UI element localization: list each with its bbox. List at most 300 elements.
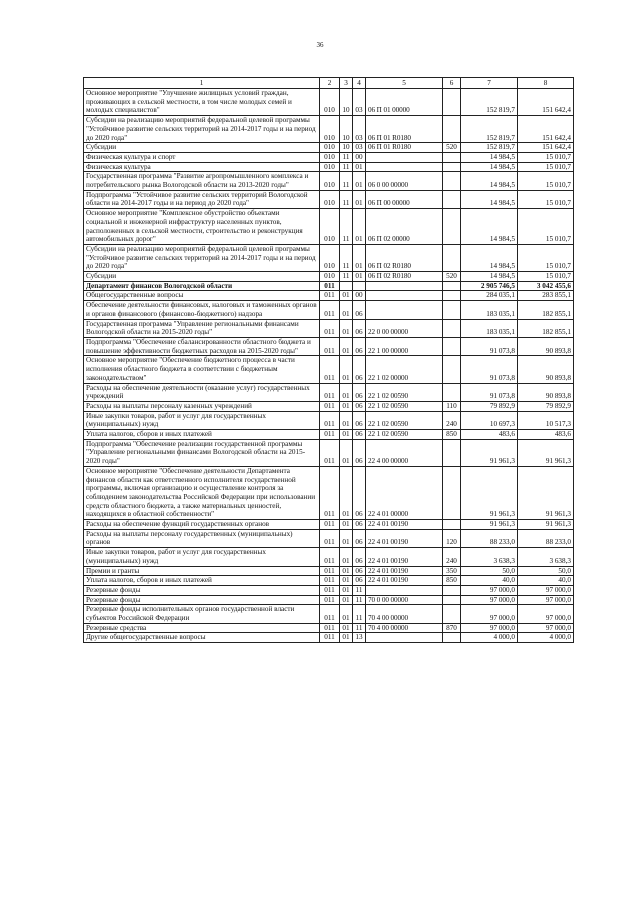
amount-year-1: 483,6	[461, 430, 518, 440]
target-article-code	[366, 291, 443, 301]
table-row	[84, 319, 574, 337]
ministry-code: 010	[320, 89, 340, 116]
row-name: Физическая культура	[84, 162, 320, 172]
ministry-code: 011	[320, 301, 340, 319]
subsection-code: 01	[353, 190, 366, 208]
ministry-code: 011	[320, 605, 340, 623]
row-name: Иные закупки товаров, работ и услуг для государственных (муниципальных) нужд	[84, 548, 320, 566]
table-row	[84, 383, 574, 401]
amount-year-2: 91 961,3	[518, 520, 574, 530]
expense-type-code: 870	[443, 623, 461, 633]
target-article-code	[366, 633, 443, 643]
target-article-code: 70 4 00 00000	[366, 623, 443, 633]
row-name: Расходы на обеспечение деятельности (оказание услуг) государственных учреждений	[84, 383, 320, 401]
section-code: 01	[340, 319, 353, 337]
expense-type-code	[443, 356, 461, 383]
section-code: 10	[340, 116, 353, 143]
ministry-code: 011	[320, 383, 340, 401]
table-row	[84, 623, 574, 633]
subsection-code: 06	[353, 319, 366, 337]
amount-year-1: 91 961,3	[461, 466, 518, 519]
ministry-code: 011	[320, 401, 340, 411]
target-article-code: 22 1 00 00000	[366, 337, 443, 355]
subsection-code: 11	[353, 595, 366, 605]
amount-year-1: 79 892,9	[461, 401, 518, 411]
subsection-code: 06	[353, 566, 366, 576]
amount-year-1: 10 697,3	[461, 411, 518, 429]
amount-year-2: 90 893,8	[518, 383, 574, 401]
expense-type-code	[443, 585, 461, 595]
target-article-code: 22 1 02 00000	[366, 356, 443, 383]
section-code: 01	[340, 291, 353, 301]
amount-year-2: 182 855,1	[518, 319, 574, 337]
amount-year-2: 4 000,0	[518, 633, 574, 643]
subsection-code: 00	[353, 152, 366, 162]
section-code: 01	[340, 605, 353, 623]
expense-type-code	[443, 89, 461, 116]
column-number: 5	[366, 78, 443, 89]
column-number: 4	[353, 78, 366, 89]
amount-year-1: 50,0	[461, 566, 518, 576]
target-article-code: 06 П 02 R0180	[366, 244, 443, 271]
row-name: Премии и гранты	[84, 566, 320, 576]
target-article-code: 06 П 01 R0180	[366, 116, 443, 143]
amount-year-1: 284 035,1	[461, 291, 518, 301]
amount-year-2: 15 010,7	[518, 152, 574, 162]
row-name: Государственная программа "Управление региональными финансами Вологодской области на 2015-2020 годы"	[84, 319, 320, 337]
amount-year-2: 91 961,3	[518, 466, 574, 519]
target-article-code: 70 4 00 00000	[366, 605, 443, 623]
subsection-code: 06	[353, 337, 366, 355]
target-article-code	[366, 162, 443, 172]
expense-type-code	[443, 162, 461, 172]
budget-table	[83, 77, 574, 643]
amount-year-2: 3 042 455,6	[518, 281, 574, 291]
expense-type-code	[443, 244, 461, 271]
section-code: 01	[340, 383, 353, 401]
row-name: Расходы на выплаты персоналу казенных учреждений	[84, 401, 320, 411]
subsection-code: 01	[353, 162, 366, 172]
expense-type-code	[443, 383, 461, 401]
expense-type-code: 520	[443, 143, 461, 153]
target-article-code: 06 0 00 00000	[366, 172, 443, 190]
table-row	[84, 190, 574, 208]
amount-year-1: 183 035,1	[461, 301, 518, 319]
target-article-code: 06 П 02 00000	[366, 209, 443, 245]
section-code: 11	[340, 244, 353, 271]
table-row	[84, 281, 574, 291]
table-row	[84, 143, 574, 153]
expense-type-code	[443, 291, 461, 301]
row-name: Уплата налогов, сборов и иных платежей	[84, 430, 320, 440]
ministry-code: 011	[320, 291, 340, 301]
subsection-code: 01	[353, 272, 366, 282]
section-code: 01	[340, 595, 353, 605]
amount-year-1: 14 984,5	[461, 152, 518, 162]
row-name: Резервные средства	[84, 623, 320, 633]
amount-year-2: 40,0	[518, 576, 574, 586]
table-row	[84, 585, 574, 595]
ministry-code: 011	[320, 439, 340, 466]
table-row	[84, 520, 574, 530]
subsection-code: 06	[353, 576, 366, 586]
subsection-code: 06	[353, 383, 366, 401]
subsection-code: 11	[353, 623, 366, 633]
ministry-code: 010	[320, 116, 340, 143]
table-row	[84, 439, 574, 466]
column-number: 6	[443, 78, 461, 89]
amount-year-2: 15 010,7	[518, 244, 574, 271]
table-row	[84, 548, 574, 566]
row-name: Резервные фонды	[84, 585, 320, 595]
row-name: Подпрограмма "Обеспечение сбалансированности областного бюджета и повышение эффективности бюджетных расходов на 2015-2020 годы"	[84, 337, 320, 355]
column-number: 1	[84, 78, 320, 89]
section-code: 01	[340, 623, 353, 633]
section-code: 01	[340, 529, 353, 547]
ministry-code: 011	[320, 576, 340, 586]
amount-year-2: 97 000,0	[518, 585, 574, 595]
expense-type-code: 120	[443, 529, 461, 547]
table-body	[84, 89, 574, 643]
subsection-code: 06	[353, 439, 366, 466]
amount-year-1: 183 035,1	[461, 319, 518, 337]
section-code: 01	[340, 633, 353, 643]
ministry-code: 011	[320, 411, 340, 429]
ministry-code: 010	[320, 190, 340, 208]
amount-year-1: 152 819,7	[461, 143, 518, 153]
section-code: 01	[340, 548, 353, 566]
table-row	[84, 566, 574, 576]
target-article-code: 22 4 01 00000	[366, 466, 443, 519]
expense-type-code: 350	[443, 566, 461, 576]
amount-year-2: 15 010,7	[518, 190, 574, 208]
expense-type-code	[443, 605, 461, 623]
amount-year-1: 97 000,0	[461, 623, 518, 633]
subsection-code	[353, 281, 366, 291]
subsection-code: 06	[353, 301, 366, 319]
row-name: Другие общегосударственные вопросы	[84, 633, 320, 643]
table-row	[84, 401, 574, 411]
section-code: 01	[340, 356, 353, 383]
expense-type-code	[443, 439, 461, 466]
subsection-code: 06	[353, 466, 366, 519]
ministry-code: 010	[320, 152, 340, 162]
ministry-code: 010	[320, 244, 340, 271]
row-name: Субсидии на реализацию мероприятий федеральной целевой программы "Устойчивое развитие сельских территорий на 2014-2017 годы и на период до 2020 года"	[84, 244, 320, 271]
table-row	[84, 209, 574, 245]
column-number: 3	[340, 78, 353, 89]
amount-year-1: 14 984,5	[461, 172, 518, 190]
expense-type-code: 850	[443, 430, 461, 440]
amount-year-2: 90 893,8	[518, 337, 574, 355]
subsection-code: 00	[353, 291, 366, 301]
amount-year-1: 88 233,0	[461, 529, 518, 547]
amount-year-1: 2 905 746,5	[461, 281, 518, 291]
subsection-code: 06	[353, 430, 366, 440]
column-number: 7	[461, 78, 518, 89]
expense-type-code: 240	[443, 411, 461, 429]
ministry-code: 011	[320, 337, 340, 355]
amount-year-1: 14 984,5	[461, 244, 518, 271]
amount-year-1: 14 984,5	[461, 209, 518, 245]
section-code: 01	[340, 466, 353, 519]
row-name: Основное мероприятие "Улучшение жилищных условий граждан, проживающих в сельской местности, в том числе молодых семей и молодых специалистов"	[84, 89, 320, 116]
row-name: Основное мероприятие "Обеспечение деятельности Департамента финансов области как ответственного исполнителя государственной программы, включая организацию и осуществление контроля за соблюдением законодательства Российской Федерации при использовании средств областного бюджета, а также материальных ценностей, находящихся в областной собственности"	[84, 466, 320, 519]
section-code: 01	[340, 520, 353, 530]
table-row	[84, 244, 574, 271]
target-article-code: 22 4 01 00190	[366, 529, 443, 547]
expense-type-code	[443, 520, 461, 530]
ministry-code: 011	[320, 520, 340, 530]
subsection-code: 03	[353, 143, 366, 153]
subsection-code: 13	[353, 633, 366, 643]
table-row	[84, 430, 574, 440]
ministry-code: 010	[320, 162, 340, 172]
table-row	[84, 291, 574, 301]
row-name: Расходы на обеспечение функций государственных органов	[84, 520, 320, 530]
amount-year-2: 97 000,0	[518, 605, 574, 623]
row-name: Основное мероприятие "Обеспечение бюджетного процесса в части исполнения областного бюджета в соответствии с бюджетным законодательством"	[84, 356, 320, 383]
row-name: Государственная программа "Развитие агропромышленного комплекса и потребительского рынка Вологодской области на 2013-2020 годы"	[84, 172, 320, 190]
subsection-code: 01	[353, 172, 366, 190]
expense-type-code: 240	[443, 548, 461, 566]
column-number: 2	[320, 78, 340, 89]
row-name: Подпрограмма "Обеспечение реализации государственной программы "Управление региональными финансами Вологодской области на 2015-2020 годы"	[84, 439, 320, 466]
target-article-code	[366, 281, 443, 291]
section-code: 01	[340, 401, 353, 411]
amount-year-1: 14 984,5	[461, 272, 518, 282]
table-row	[84, 605, 574, 623]
ministry-code: 011	[320, 319, 340, 337]
expense-type-code	[443, 116, 461, 143]
ministry-code: 010	[320, 172, 340, 190]
amount-year-2: 483,6	[518, 430, 574, 440]
amount-year-1: 91 073,8	[461, 337, 518, 355]
section-code: 01	[340, 576, 353, 586]
ministry-code: 010	[320, 209, 340, 245]
expense-type-code	[443, 595, 461, 605]
expense-type-code	[443, 466, 461, 519]
ministry-code: 011	[320, 281, 340, 291]
table-row	[84, 172, 574, 190]
subsection-code: 03	[353, 116, 366, 143]
table-row	[84, 89, 574, 116]
expense-type-code: 520	[443, 272, 461, 282]
subsection-code: 06	[353, 401, 366, 411]
amount-year-2: 15 010,7	[518, 172, 574, 190]
ministry-code: 011	[320, 356, 340, 383]
amount-year-2: 151 642,4	[518, 143, 574, 153]
subsection-code: 11	[353, 585, 366, 595]
section-code: 10	[340, 89, 353, 116]
ministry-code: 011	[320, 566, 340, 576]
amount-year-2: 88 233,0	[518, 529, 574, 547]
section-code: 11	[340, 209, 353, 245]
table-row	[84, 337, 574, 355]
amount-year-2: 79 892,9	[518, 401, 574, 411]
expense-type-code	[443, 337, 461, 355]
table-row	[84, 272, 574, 282]
expense-type-code	[443, 301, 461, 319]
amount-year-1: 14 984,5	[461, 162, 518, 172]
amount-year-1: 97 000,0	[461, 585, 518, 595]
ministry-code: 011	[320, 623, 340, 633]
table-row	[84, 529, 574, 547]
ministry-code: 011	[320, 466, 340, 519]
ministry-code: 011	[320, 633, 340, 643]
section-code: 01	[340, 301, 353, 319]
target-article-code	[366, 152, 443, 162]
amount-year-2: 151 642,4	[518, 89, 574, 116]
ministry-code: 011	[320, 585, 340, 595]
table-row	[84, 576, 574, 586]
target-article-code: 22 4 01 00190	[366, 566, 443, 576]
row-name: Уплата налогов, сборов и иных платежей	[84, 576, 320, 586]
target-article-code: 22 4 00 00000	[366, 439, 443, 466]
section-code: 11	[340, 272, 353, 282]
row-name: Подпрограмма "Устойчивое развитие сельских территорий Вологодской области на 2014-2017 годы и на период до 2020 года"	[84, 190, 320, 208]
subsection-code: 03	[353, 89, 366, 116]
column-number: 8	[518, 78, 574, 89]
section-code: 01	[340, 566, 353, 576]
amount-year-1: 14 984,5	[461, 190, 518, 208]
target-article-code: 22 4 01 00190	[366, 576, 443, 586]
subsection-code: 06	[353, 411, 366, 429]
target-article-code: 22 1 02 00590	[366, 401, 443, 411]
table-row	[84, 301, 574, 319]
table-row	[84, 466, 574, 519]
row-name: Резервные фонды	[84, 595, 320, 605]
target-article-code: 06 П 02 R0180	[366, 272, 443, 282]
target-article-code: 70 0 00 00000	[366, 595, 443, 605]
expense-type-code	[443, 281, 461, 291]
expense-type-code	[443, 172, 461, 190]
section-code: 01	[340, 585, 353, 595]
amount-year-2: 50,0	[518, 566, 574, 576]
expense-type-code: 110	[443, 401, 461, 411]
subsection-code: 06	[353, 356, 366, 383]
row-name: Обеспечение деятельности финансовых, налоговых и таможенных органов и органов финансового (финансово-бюджетного) надзора	[84, 301, 320, 319]
target-article-code	[366, 301, 443, 319]
section-code: 01	[340, 439, 353, 466]
table-row	[84, 116, 574, 143]
section-code: 01	[340, 430, 353, 440]
table-row	[84, 162, 574, 172]
subsection-code: 06	[353, 529, 366, 547]
row-name: Общегосударственные вопросы	[84, 291, 320, 301]
amount-year-1: 3 638,3	[461, 548, 518, 566]
subsection-code: 06	[353, 520, 366, 530]
amount-year-2: 151 642,4	[518, 116, 574, 143]
row-name: Субсидии	[84, 143, 320, 153]
amount-year-2: 15 010,7	[518, 162, 574, 172]
row-name: Департамент финансов Вологодской области	[84, 281, 320, 291]
row-name: Основное мероприятие "Комплексное обустройство объектами социальной и инженерной инфраструктур населенных пунктов, расположенных в сельской местности, строительство и реконструкция автомобильных дорог"	[84, 209, 320, 245]
target-article-code: 06 П 01 00000	[366, 89, 443, 116]
amount-year-1: 91 073,8	[461, 383, 518, 401]
ministry-code: 011	[320, 548, 340, 566]
ministry-code: 011	[320, 529, 340, 547]
table-row	[84, 356, 574, 383]
amount-year-2: 97 000,0	[518, 623, 574, 633]
ministry-code: 010	[320, 143, 340, 153]
amount-year-1: 91 961,3	[461, 439, 518, 466]
section-code	[340, 281, 353, 291]
table-row	[84, 633, 574, 643]
subsection-code: 06	[353, 548, 366, 566]
amount-year-2: 15 010,7	[518, 209, 574, 245]
section-code: 11	[340, 172, 353, 190]
target-article-code	[366, 585, 443, 595]
table-row	[84, 152, 574, 162]
target-article-code: 06 П 01 R0180	[366, 143, 443, 153]
expense-type-code	[443, 209, 461, 245]
section-code: 01	[340, 337, 353, 355]
section-code: 01	[340, 411, 353, 429]
page-number: 36	[316, 41, 324, 49]
ministry-code: 011	[320, 430, 340, 440]
amount-year-1: 152 819,7	[461, 89, 518, 116]
subsection-code: 01	[353, 209, 366, 245]
expense-type-code	[443, 190, 461, 208]
target-article-code: 22 4 01 00190	[366, 520, 443, 530]
table-row	[84, 411, 574, 429]
expense-type-code	[443, 319, 461, 337]
table-row	[84, 595, 574, 605]
amount-year-2: 10 517,3	[518, 411, 574, 429]
amount-year-2: 91 961,3	[518, 439, 574, 466]
target-article-code: 22 1 02 00590	[366, 411, 443, 429]
section-code: 11	[340, 152, 353, 162]
subsection-code: 11	[353, 605, 366, 623]
target-article-code: 22 0 00 00000	[366, 319, 443, 337]
row-name: Субсидии на реализацию мероприятий федеральной целевой программы "Устойчивое развитие сельских территорий на 2014-2017 годы и на период до 2020 года"	[84, 116, 320, 143]
amount-year-1: 97 000,0	[461, 605, 518, 623]
amount-year-2: 90 893,8	[518, 356, 574, 383]
target-article-code: 22 1 02 00590	[366, 430, 443, 440]
row-name: Резервные фонды исполнительных органов государственной власти субъектов Российской Федерации	[84, 605, 320, 623]
target-article-code: 22 4 01 00190	[366, 548, 443, 566]
row-name: Расходы на выплаты персоналу государственных (муниципальных) органов	[84, 529, 320, 547]
amount-year-2: 97 000,0	[518, 595, 574, 605]
target-article-code: 06 П 00 00000	[366, 190, 443, 208]
ministry-code: 010	[320, 272, 340, 282]
row-name: Иные закупки товаров, работ и услуг для государственных (муниципальных) нужд	[84, 411, 320, 429]
section-code: 10	[340, 143, 353, 153]
row-name: Субсидии	[84, 272, 320, 282]
amount-year-1: 40,0	[461, 576, 518, 586]
target-article-code: 22 1 02 00590	[366, 383, 443, 401]
amount-year-1: 97 000,0	[461, 595, 518, 605]
expense-type-code	[443, 633, 461, 643]
amount-year-1: 91 961,3	[461, 520, 518, 530]
amount-year-2: 15 010,7	[518, 272, 574, 282]
section-code: 11	[340, 190, 353, 208]
subsection-code: 01	[353, 244, 366, 271]
amount-year-2: 3 638,3	[518, 548, 574, 566]
section-code: 11	[340, 162, 353, 172]
expense-type-code	[443, 152, 461, 162]
amount-year-2: 182 855,1	[518, 301, 574, 319]
amount-year-1: 4 000,0	[461, 633, 518, 643]
ministry-code: 011	[320, 595, 340, 605]
amount-year-1: 152 819,7	[461, 116, 518, 143]
column-number-row	[84, 78, 574, 89]
amount-year-2: 283 855,1	[518, 291, 574, 301]
row-name: Физическая культура и спорт	[84, 152, 320, 162]
amount-year-1: 91 073,8	[461, 356, 518, 383]
expense-type-code: 850	[443, 576, 461, 586]
